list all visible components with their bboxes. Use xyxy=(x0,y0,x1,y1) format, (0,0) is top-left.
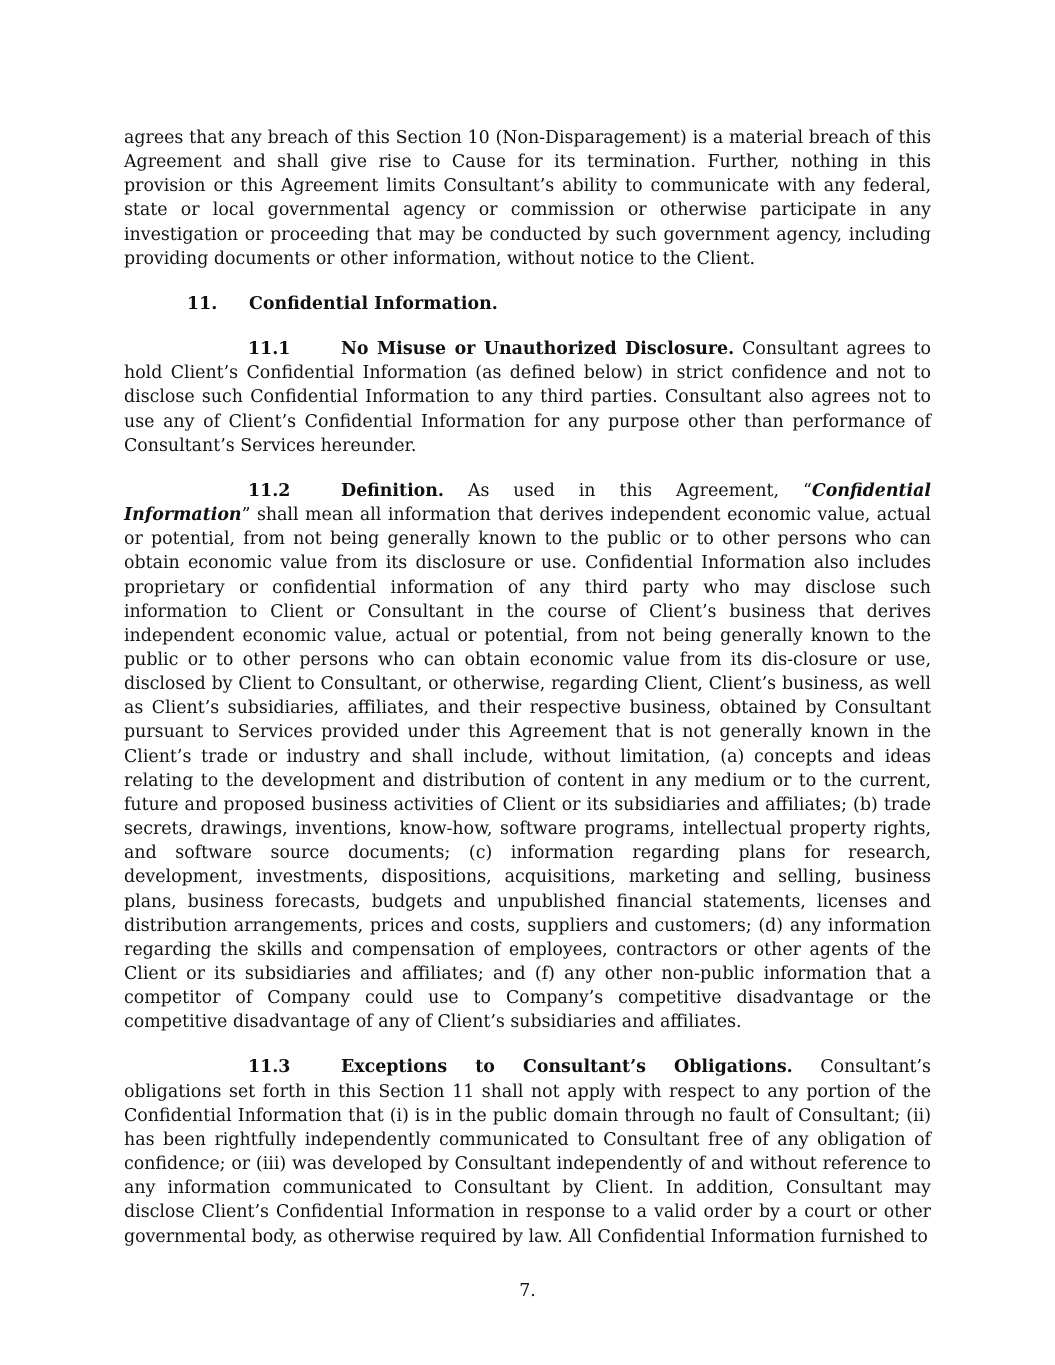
section-11-3-title: Exceptions to Consultant’s Obligations. xyxy=(341,1057,793,1078)
section-11-3-paragraph xyxy=(124,1055,931,1248)
page-number: 7. xyxy=(519,1281,536,1301)
section-11-heading xyxy=(124,292,931,316)
section-11-3-body: Consultant’s obligations set forth in this Section 11 shall not apply with respect to any portion of the Confidential Information that (i) is in the public domain through no fault of Consultant; (ii) has been rightfully independently communicated to Consultant free of any obligation of confidence; or (iii) was developed by Consultant independently of and without reference to any information communicated to Consultant by Client. In addition, Consultant may disclose Client’s Confidential Information in response to a valid order by a court or other governmental body, as otherwise required by law. All Confidential Information furnished to xyxy=(124,1057,931,1247)
intro-paragraph: agrees that any breach of this Section 10 (Non-Disparagement) is a material breach of this Agreement and shall give rise to Cause for its termination. Further, nothing in this provision or this Agreement limits Consultant’s ability to communicate with any federal, state or local governmental agency or commission or otherwise participate in any investigation or proceeding that may be conducted by such government agency, including providing documents or other information, without notice to the Client. xyxy=(124,128,931,269)
section-11-2-paragraph xyxy=(124,479,931,1035)
section-11-title: Confidential Information. xyxy=(249,293,498,314)
section-11-1-title: No Misuse or Unauthorized Disclosure. xyxy=(341,339,735,360)
section-11-2-title: Definition. xyxy=(341,480,444,501)
document-page xyxy=(124,126,931,1249)
section-11-1-number: 11.1 xyxy=(248,339,291,360)
defined-term-confidential-information: Confidential Information xyxy=(124,480,931,526)
section-11-2-lead: As used in this Agreement, “ xyxy=(443,480,812,501)
section-11-3-number: 11.3 xyxy=(248,1057,291,1078)
section-11-2-body: ” shall mean all information that derives independent economic value, actual or potential, from not being generally known to the public or to other persons who can obtain economic value from its disclosure or use. Confidential Information also includes proprietary or confidential information of any third party who may disclose such information to Client or Consultant in the course of Client’s business that derives independent economic value, actual or potential, from not being generally known to the public or to other persons who can obtain economic value from its dis-closure or use, disclosed by Client to Consultant, or otherwise, regarding Client, Client’s business, as well as Client’s subsidiaries, affiliates, and their respective business, obtained by Consultant pursuant to Services provided under this Agreement that is not generally known in the Client’s trade or industry and shall include, without limitation, (a) concepts and ideas relating to the development and distribution of content in any medium or to the current, future and proposed business activities of Client or its subsidiaries and affiliates; (b) trade secrets, drawings, inventions, know-how, software programs, intellectual property rights, and software source documents; (c) information regarding plans for research, development, investments, dispositions, acquisitions, marketing and selling, business plans, business forecasts, budgets and unpublished financial statements, licenses and distribution arrangements, prices and costs, suppliers and customers; (d) any information regarding the skills and compensation of employees, contractors or other agents of the Client or its subsidiaries and affiliates; and (f) any other non-public information that a competitor of Company could use to Company’s competitive disadvantage or the competitive disadvantage of any of Client’s subsidiaries and affiliates. xyxy=(124,505,931,1033)
section-11-1-paragraph xyxy=(124,337,931,458)
section-11-number: 11. xyxy=(187,293,218,314)
section-11-1-body: Consultant agrees to hold Client’s Confidential Information (as defined below) in strict confidence and not to disclose such Confidential Information to any third parties. Consultant also agrees not to use any of Client’s Confidential Information for any purpose other than performance of Consultant’s Services hereunder. xyxy=(124,339,931,456)
section-11-2-number: 11.2 xyxy=(248,480,291,501)
